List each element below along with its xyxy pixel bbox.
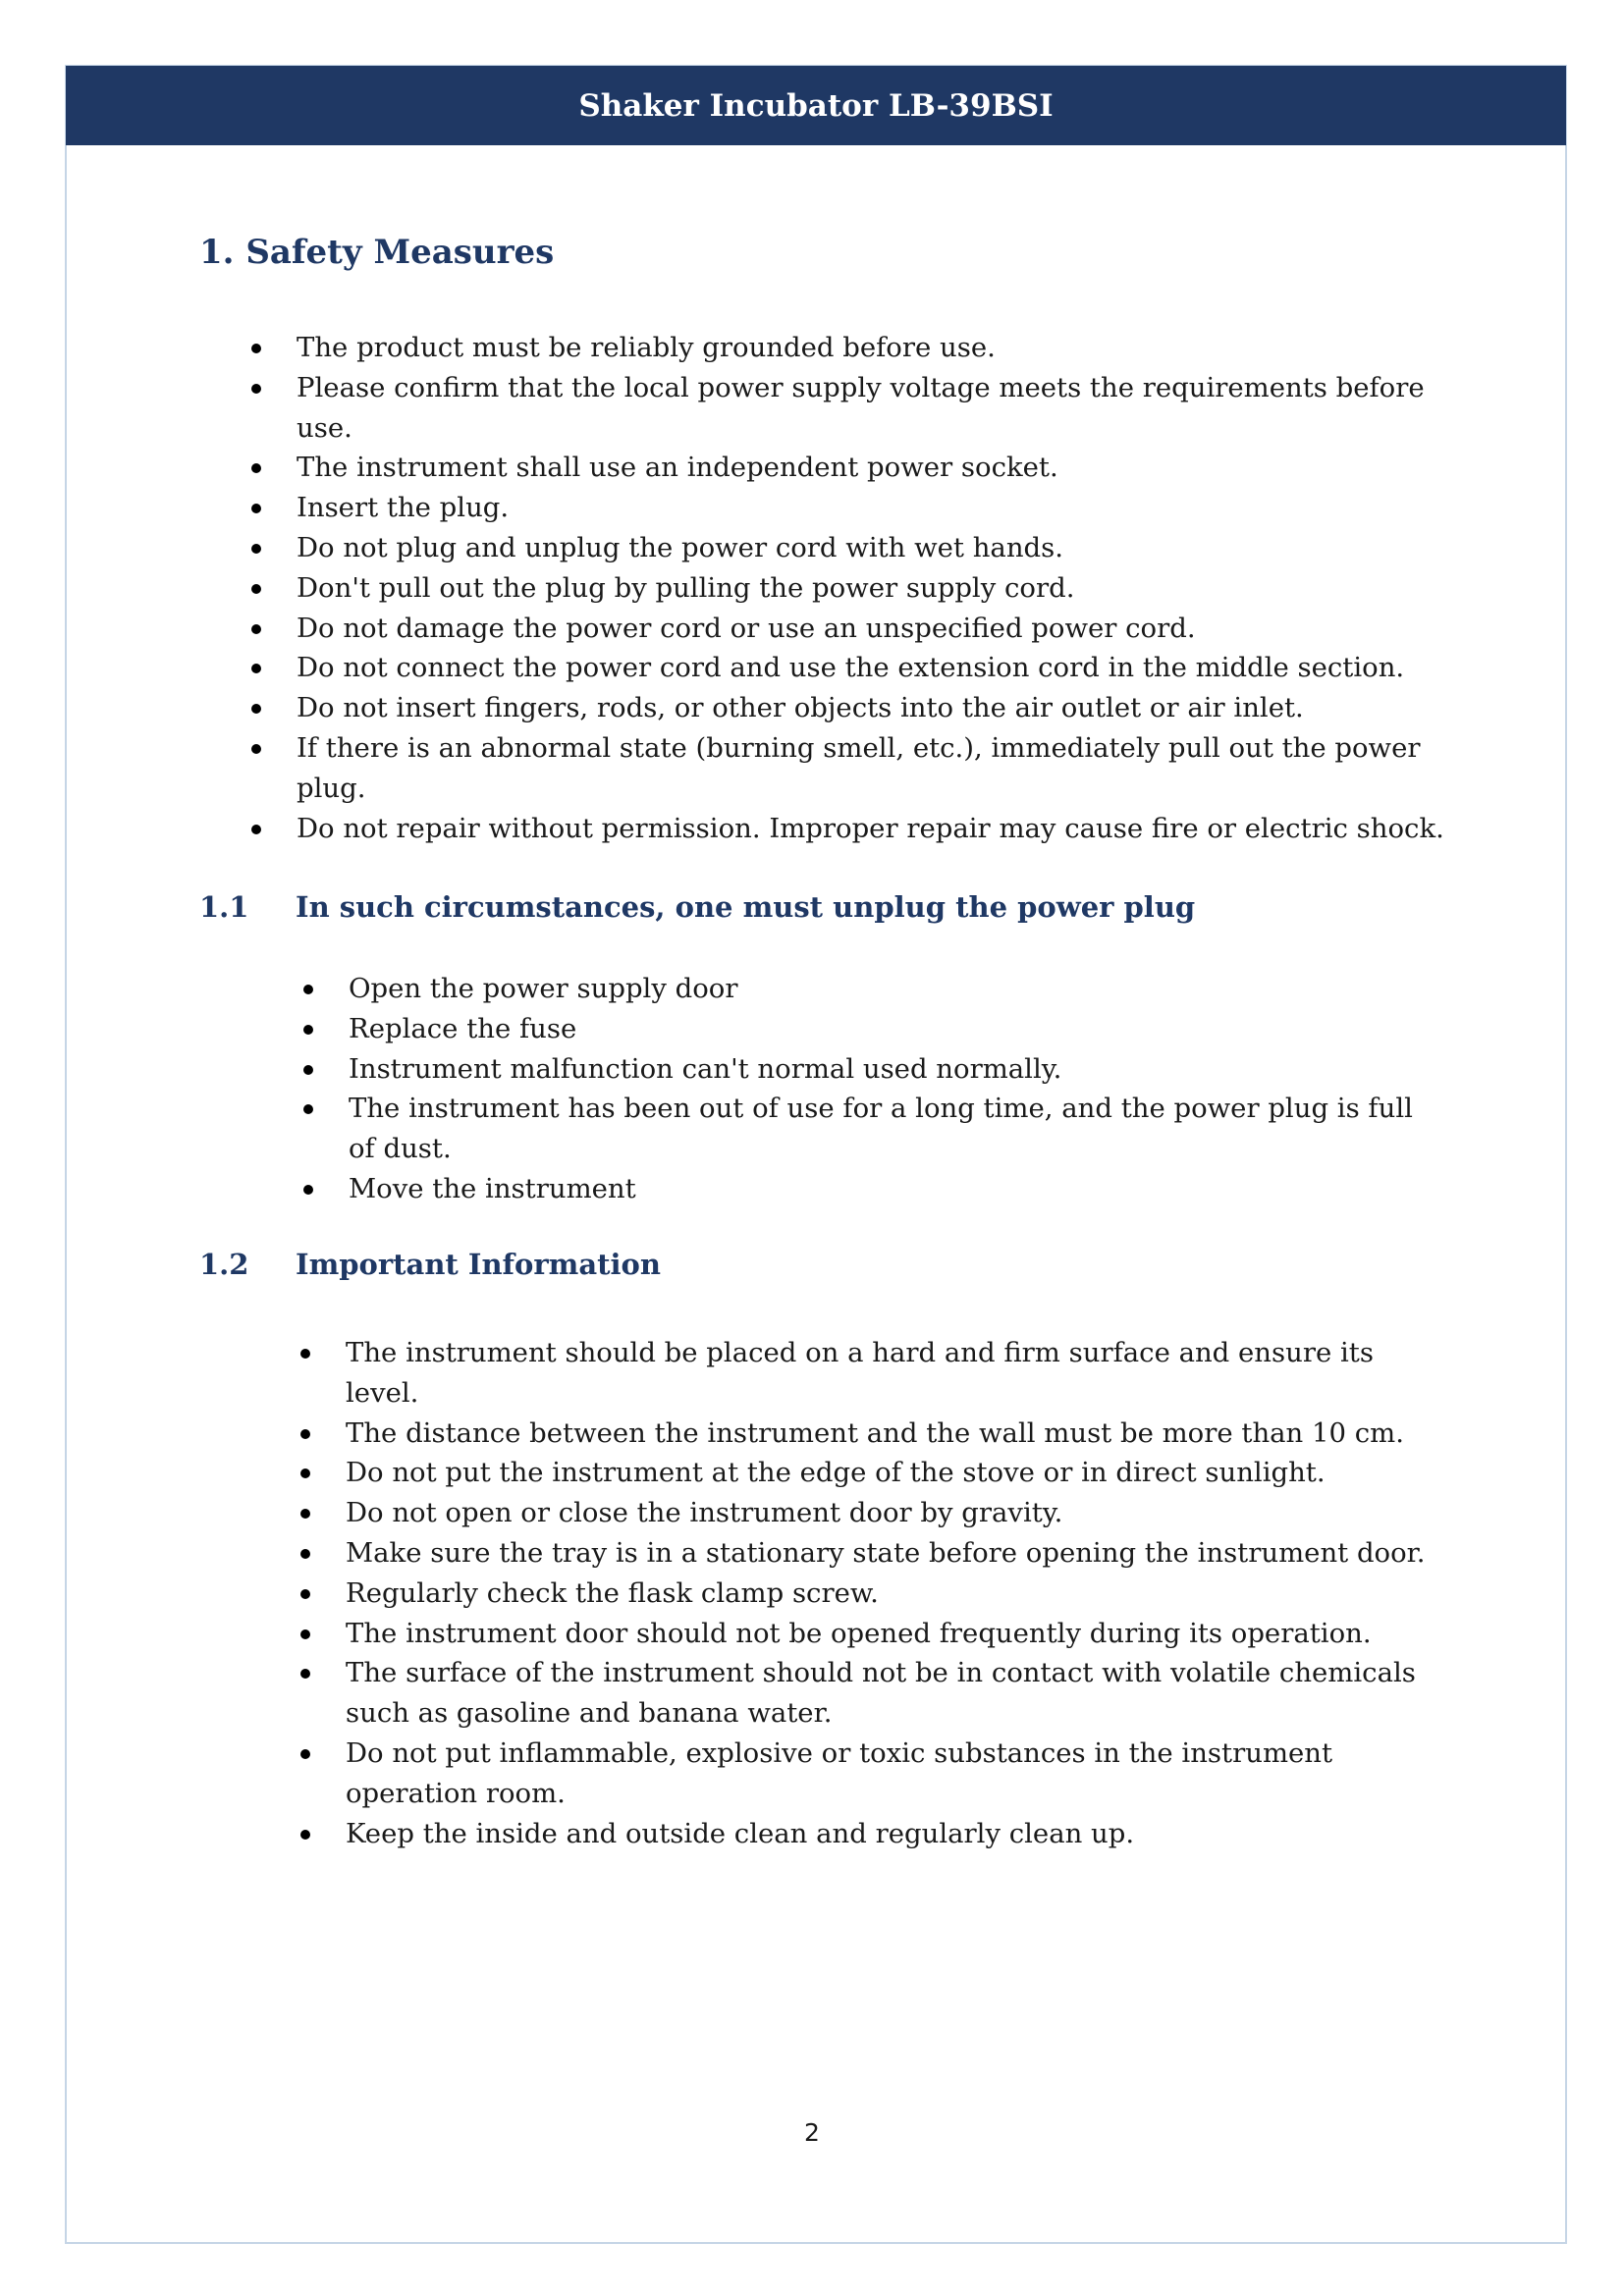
subsection-heading-unplug	[199, 890, 1195, 924]
important-information-list	[346, 1333, 1447, 1853]
bullet-icon	[300, 1749, 310, 1759]
list-item: Do not plug and unplug the power cord with wet hands.	[297, 528, 1447, 568]
list-item: Replace the fuse	[349, 1009, 1446, 1049]
bullet-icon	[251, 344, 261, 353]
subsection-title: Important Information	[296, 1248, 661, 1281]
list-item: The instrument should be placed on a hard and firm surface and ensure its level.	[346, 1333, 1447, 1414]
list-item: Insert the plug.	[297, 488, 1447, 528]
list-item: Do not open or close the instrument door by gravity.	[346, 1493, 1447, 1533]
bullet-icon	[251, 744, 261, 754]
safety-measures-list	[297, 328, 1447, 848]
list-item: The surface of the instrument should not be in contact with volatile chemicals such as gasoline and banana water.	[346, 1653, 1447, 1734]
bullet-icon	[300, 1589, 310, 1599]
page-number: 2	[804, 2118, 820, 2147]
bullet-icon	[303, 1065, 313, 1075]
bullet-icon	[303, 1025, 313, 1035]
list-item: If there is an abnormal state (burning smell, etc.), immediately pull out the power plug.	[297, 728, 1447, 809]
bullet-icon	[300, 1429, 310, 1439]
list-item: The distance between the instrument and the wall must be more than 10 cm.	[346, 1414, 1447, 1454]
list-item: The instrument shall use an independent power socket.	[297, 448, 1447, 488]
list-item: Do not repair without permission. Improper repair may cause fire or electric shock.	[297, 809, 1447, 849]
bullet-icon	[251, 544, 261, 554]
list-item: Don't pull out the plug by pulling the power supply cord.	[297, 568, 1447, 609]
bullet-icon	[300, 1349, 310, 1359]
subsection-number: 1.2	[199, 1248, 249, 1281]
list-item: Do not put the instrument at the edge of the stove or in direct sunlight.	[346, 1453, 1447, 1493]
subsection-title: In such circumstances, one must unplug the power plug	[296, 890, 1196, 924]
bullet-icon	[300, 1830, 310, 1840]
list-item: The instrument door should not be opened frequently during its operation.	[346, 1614, 1447, 1654]
bullet-icon	[300, 1549, 310, 1559]
list-item: Do not connect the power cord and use the extension cord in the middle section.	[297, 648, 1447, 688]
section-heading-safety-measures: 1. Safety Measures	[199, 233, 555, 272]
bullet-icon	[300, 1629, 310, 1639]
bullet-icon	[251, 584, 261, 594]
document-header	[66, 66, 1566, 145]
list-item: Do not put inflammable, explosive or toxic substances in the instrument operation room.	[346, 1734, 1447, 1814]
bullet-icon	[251, 384, 261, 394]
subsection-heading-important-information	[199, 1248, 661, 1281]
bullet-icon	[303, 1185, 313, 1195]
bullet-icon	[303, 985, 313, 994]
list-item: Open the power supply door	[349, 969, 1446, 1009]
list-item: Move the instrument	[349, 1169, 1446, 1209]
unplug-circumstances-list	[349, 969, 1446, 1209]
list-item: Please confirm that the local power supply voltage meets the requirements before use.	[297, 368, 1447, 449]
list-item: Do not insert fingers, rods, or other objects into the air outlet or air inlet.	[297, 688, 1447, 728]
document-title: Shaker Incubator LB-39BSI	[578, 87, 1054, 124]
bullet-icon	[251, 624, 261, 634]
subsection-number: 1.1	[199, 890, 249, 924]
list-item: Make sure the tray is in a stationary state before opening the instrument door.	[346, 1533, 1447, 1574]
list-item: Keep the inside and outside clean and regularly clean up.	[346, 1814, 1447, 1854]
bullet-icon	[251, 825, 261, 834]
list-item: Do not damage the power cord or use an unspecified power cord.	[297, 609, 1447, 649]
list-item: The instrument has been out of use for a long time, and the power plug is full of dust.	[349, 1089, 1446, 1169]
list-item: Regularly check the flask clamp screw.	[346, 1574, 1447, 1614]
list-item: The product must be reliably grounded before use.	[297, 328, 1447, 368]
list-item: Instrument malfunction can't normal used normally.	[349, 1049, 1446, 1090]
